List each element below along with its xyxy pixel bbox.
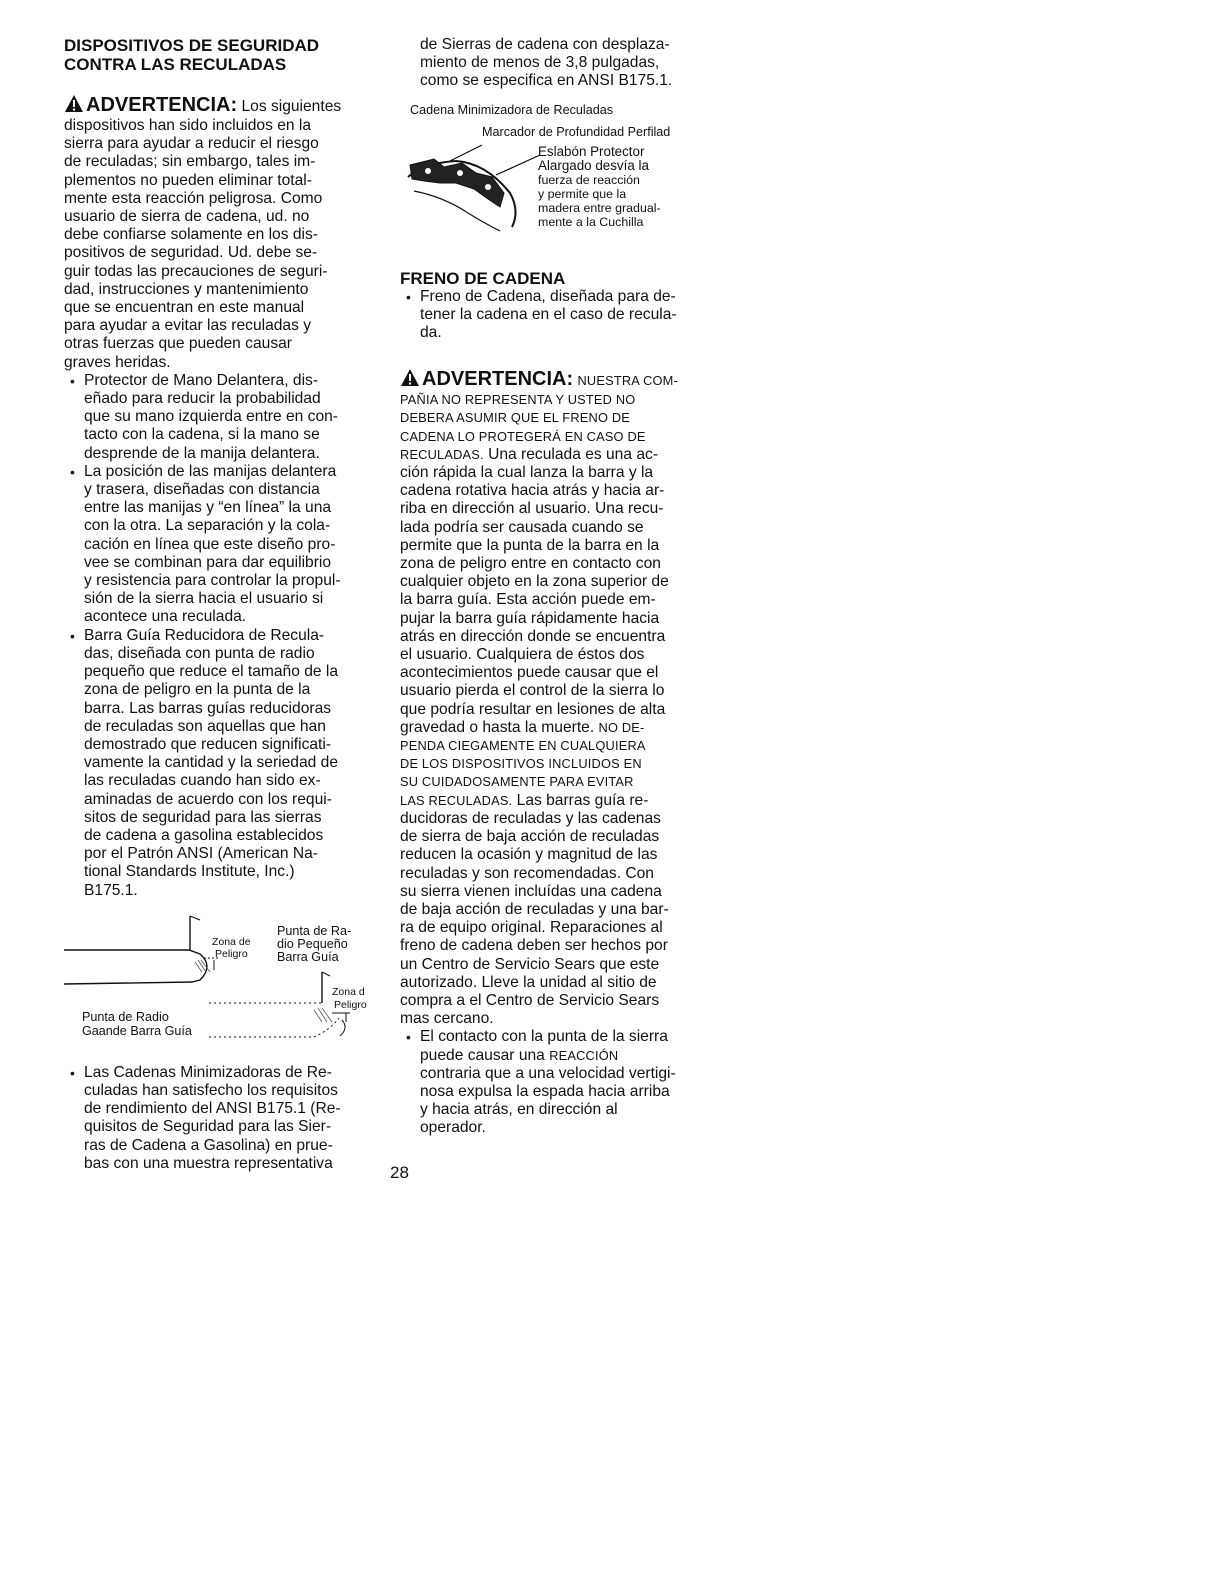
section-heading [64,36,382,74]
text-line [400,646,730,664]
text-line: tacto con la cadena, si la mano se [84,426,320,444]
body-text: Las barras guía re- [512,791,649,809]
text-line [420,1028,730,1046]
text-line: para ayudar a evitar las reculadas y [64,317,312,335]
text-line [400,792,730,810]
text-line: B175.1. [84,881,138,899]
text-line: • Las Cadenas Minimizadoras de Re- [84,1063,332,1081]
link-description [538,145,661,229]
text-line [400,701,730,719]
body-text: el usuario. Cualquiera de éstos dos [400,646,645,664]
danger-zone-label: Zona d [332,985,365,998]
brake-heading: FRENO DE CADENA [400,268,566,288]
text-line [420,1083,730,1101]
text-line: y trasera, diseñadas con distancia [84,481,320,499]
text-line: mente esta reacción peligrosa. Como [64,189,323,207]
body-text: lada podría ser causada cuando se [400,518,644,536]
right-column [400,36,730,1138]
text-line: ras de Cadena a Gasolina) en prue- [84,1136,333,1154]
text-line: que se encuentran en este manual [64,299,305,317]
text-line: guir todas las precauciones de seguri- [64,262,328,280]
text-line: acontece una reculada. [84,608,247,626]
text-line: por el Patrón ANSI (American Na- [84,845,318,863]
body-text: operador. [420,1119,486,1137]
text-line: da. [420,324,442,342]
text-line [400,773,730,791]
body-text: pujar la barra guía rápidamente hacia [400,609,660,627]
text-line: culadas han satisfecho los requisitos [84,1081,338,1099]
text-line: cación en línea que este diseño pro- [84,535,336,553]
text-line: • Protector de Mano Delantera, dis- [84,371,319,389]
list-item [400,288,730,343]
chain-bullet-list [64,1064,382,1173]
text-line: desprende de la manija delantera. [84,444,320,462]
text-line: dispositivos han sido incluidos en la [64,117,312,134]
body-text: su sierra vienen incluídas una cadena [400,882,662,900]
body-text: gravedad o hasta la muerte. [400,718,599,736]
text-line [400,919,730,937]
text-line [400,573,730,591]
danger-zone-label: Peligro [215,947,248,960]
body-text: Una reculada es una ac- [483,445,659,463]
warning-lead [64,94,382,117]
text-line: • Barra Guía Reducidora de Recula- [84,626,325,644]
list-item [64,627,382,900]
small-tip-label: dio Pequeño [277,936,348,951]
list-item [64,372,382,463]
danger-zone-label: Zona de [212,935,251,948]
text-line: entre las manijas y “en línea” la una [84,499,332,517]
large-tip-label: Gaande Barra Guía [82,1023,192,1038]
chain-diagram [404,137,554,247]
text-line [400,719,730,737]
figure-title: Cadena Minimizadora de Reculadas [410,102,614,117]
body-text: cualquier objeto en la zona superior de [400,573,669,591]
body-text: contraria que a una velocidad vertigi- [420,1064,676,1082]
link-label-line: y permite que la [538,186,627,201]
text-line [400,555,730,573]
text-line [420,1101,730,1119]
warning-lead [400,368,730,391]
text-line: de rendimiento del ANSI B175.1 (Re- [84,1100,341,1118]
body-text: permite que la punta de la barra en la [400,536,660,554]
text-line [400,755,730,773]
text-line [400,428,730,446]
text-line [420,1047,730,1065]
small-tip-label: Barra Guía [277,949,339,964]
text-line: tional Standards Institute, Inc.) [84,863,295,881]
text-line [400,992,730,1010]
text-line [400,591,730,609]
guide-bar-figure [64,910,382,1056]
body-text: autorizado. Lleve la unidad al sitio de [400,973,657,991]
safety-device-list [64,372,382,900]
body-text: ción rápida la cual lanza la barra y la [400,464,654,482]
text-line [400,810,730,828]
body-text: acontecimientos puede causar que el [400,664,659,682]
text-line: pequeño que reduce el tamaño de la [84,663,339,681]
body-text: riba en dirección al usuario. Una recu- [400,500,664,518]
warning-paragraph [64,117,382,372]
body-text: ducidoras de reculadas y las cadenas [400,809,661,827]
text-line: de reculadas; sin embargo, tales im- [64,153,316,171]
link-label-line: fuerza de reacción [538,172,640,187]
text-line: vee se combinan para dar equilibrio [84,553,332,571]
text-line: barra. Las barras guías reducidoras [84,699,332,717]
warning-label: ADVERTENCIA: [86,94,238,116]
text-line [400,500,730,518]
body-text: ra de equipo original. Reparaciones al [400,919,663,937]
text-line: bas con una muestra representativa [84,1154,333,1172]
danger-zone-label: Peligro [334,998,367,1011]
body-text: de baja acción de reculadas y una bar- [400,900,669,918]
caps-text: DEBERA ASUMIR QUE EL FRENO DE [400,410,631,426]
text-line: • La posición de las manijas delantera [84,462,337,480]
link-label-line: mente a la Cuchilla [538,214,644,229]
body-text: atrás en dirección donde se encuentra [400,627,666,645]
text-line [400,901,730,919]
text-line: aminadas de acuerdo con los requi- [84,790,332,808]
caps-text: CADENA LO PROTEGERÁ EN CASO DE [400,428,646,444]
text-line: de reculadas son aquellas que han [84,717,326,735]
text-line [400,664,730,682]
text-line: otras fuerzas que pueden causar [64,335,292,353]
body-text: usuario pierda el control de la sierra lo [400,682,665,700]
text-line: miento de menos de 3,8 pulgadas, [420,54,660,72]
caps-text: RECULADAS. [400,446,484,462]
body-text: puede causar una [420,1046,550,1064]
text-line [420,1065,730,1083]
warning-triangle-icon [64,94,84,113]
text-line: das, diseñada con punta de radio [84,644,315,662]
text-line [400,937,730,955]
text-line [400,737,730,755]
body-text: zona de peligro entre en contacto con [400,555,661,573]
text-line: quisitos de Seguridad para las Sier- [84,1118,332,1136]
depth-gauge-label: Marcador de Profundidad Perfilad [482,124,671,139]
text-line: con la otra. La separación y la cola- [84,517,331,535]
caps-text: LAS RECULADAS. [400,792,513,808]
continuation-paragraph [400,36,730,91]
body-text: cadena rotativa hacia atrás y hacia ar- [400,482,665,500]
text-line: positivos de seguridad. Ud. debe se- [64,244,318,262]
body-text: compra a el Centro de Servicio Sears [400,991,660,1009]
body-text: reducen la ocasión y magnitud de las [400,846,658,864]
body-text: freno de cadena deben ser hechos por [400,937,668,955]
heading-line: CONTRA LAS RECULADAS [64,55,287,74]
text-line: • Freno de Cadena, diseñada para de- [420,287,676,305]
text-line [400,464,730,482]
text-line [420,1119,730,1137]
text-line [400,628,730,646]
text-line: dad, instrucciones y mantenimiento [64,280,309,298]
text-line: plementos no pueden eliminar total- [64,171,312,189]
text-line [400,391,730,409]
text-line [400,865,730,883]
link-label-line: Eslabón Protector [538,143,645,159]
text-line [400,883,730,901]
text-line [400,610,730,628]
text-line: demostrado que reducen significati- [84,735,332,753]
link-label-line: madera entre gradual- [538,200,661,215]
warning-paragraph [400,391,730,1028]
text-line: las reculadas cuando han sido ex- [84,772,321,790]
text-line [400,482,730,500]
text-line [400,956,730,974]
text-line: zona de peligro en la punta de la [84,681,311,699]
warning-first-text: Los siguientes [241,98,342,115]
warning-first-text: NUESTRA COM- [577,373,678,389]
left-column [64,36,382,1173]
contact-bullet-list [400,1028,730,1137]
chain-figure [400,101,730,251]
text-line: de cadena a gasolina establecidos [84,826,324,844]
caps-text: PENDA CIEGAMENTE EN CUALQUIERA [400,738,646,754]
caps-text: DE LOS DISPOSITIVOS INCLUIDOS EN [400,756,642,772]
caps-text: SU CUIDADOSAMENTE PARA EVITAR [400,774,634,790]
body-text: un Centro de Servicio Sears que este [400,955,660,973]
text-line [400,537,730,555]
text-line: de Sierras de cadena con desplaza- [420,36,670,53]
body-text: que podría resultar en lesiones de alta [400,700,666,718]
text-line [400,1010,730,1028]
text-line: sierra para ayudar a reducir el riesgo [64,135,319,153]
text-line [400,682,730,700]
link-label-line: Alargado desvía la [538,157,649,173]
text-line: como se especifica en ANSI B175.1. [420,72,673,90]
text-line [400,828,730,846]
body-text: mas cercano. [400,1010,494,1028]
small-tip-label: Punta de Ra- [277,923,352,938]
text-line: sitos de seguridad para las sierras [84,808,322,826]
body-text: nosa expulsa la espada hacia arriba [420,1082,670,1100]
text-line [400,846,730,864]
text-line: vamente la cantidad y la seriedad de [84,754,338,772]
body-text: de sierra de baja acción de reculadas [400,828,660,846]
body-text: reculadas y son recomendadas. Con [400,864,654,882]
text-line: sión de la sierra hacia el usuario si [84,590,324,608]
text-line [400,519,730,537]
text-line: que su mano izquierda entre en con- [84,408,338,426]
large-tip-label: Punta de Radio [82,1009,169,1024]
warning-label: ADVERTENCIA: [422,368,574,391]
body-text: El contacto con la punta de la sierra [420,1028,668,1046]
text-line: graves heridas. [64,353,171,371]
text-line: debe confiarse solamente en los dis- [64,226,318,244]
text-line: eñado para reducir la probabilidad [84,390,321,408]
caps-text: REACCIÓN [549,1047,619,1063]
text-line: usuario de sierra de cadena, ud. no [64,208,310,226]
caps-text: PAÑIA NO REPRESENTA Y USTED NO [400,392,636,408]
list-item [64,463,382,627]
body-text: la barra guía. Esta acción puede em- [400,591,656,609]
text-line [400,409,730,427]
list-item [64,1064,382,1173]
text-line [400,446,730,464]
text-line [400,974,730,992]
caps-text: NO DE- [598,719,645,735]
warning-triangle-icon [400,368,420,387]
text-line: tener la cadena en el caso de recula- [420,305,677,323]
body-text: y hacia atrás, en dirección al [420,1101,618,1119]
page-number: 28 [390,1163,409,1182]
brake-bullet-list [400,288,730,343]
list-item [400,1028,730,1137]
heading-line: DISPOSITIVOS DE SEGURIDAD [64,36,320,55]
text-line: y resistencia para controlar la propul- [84,572,341,590]
